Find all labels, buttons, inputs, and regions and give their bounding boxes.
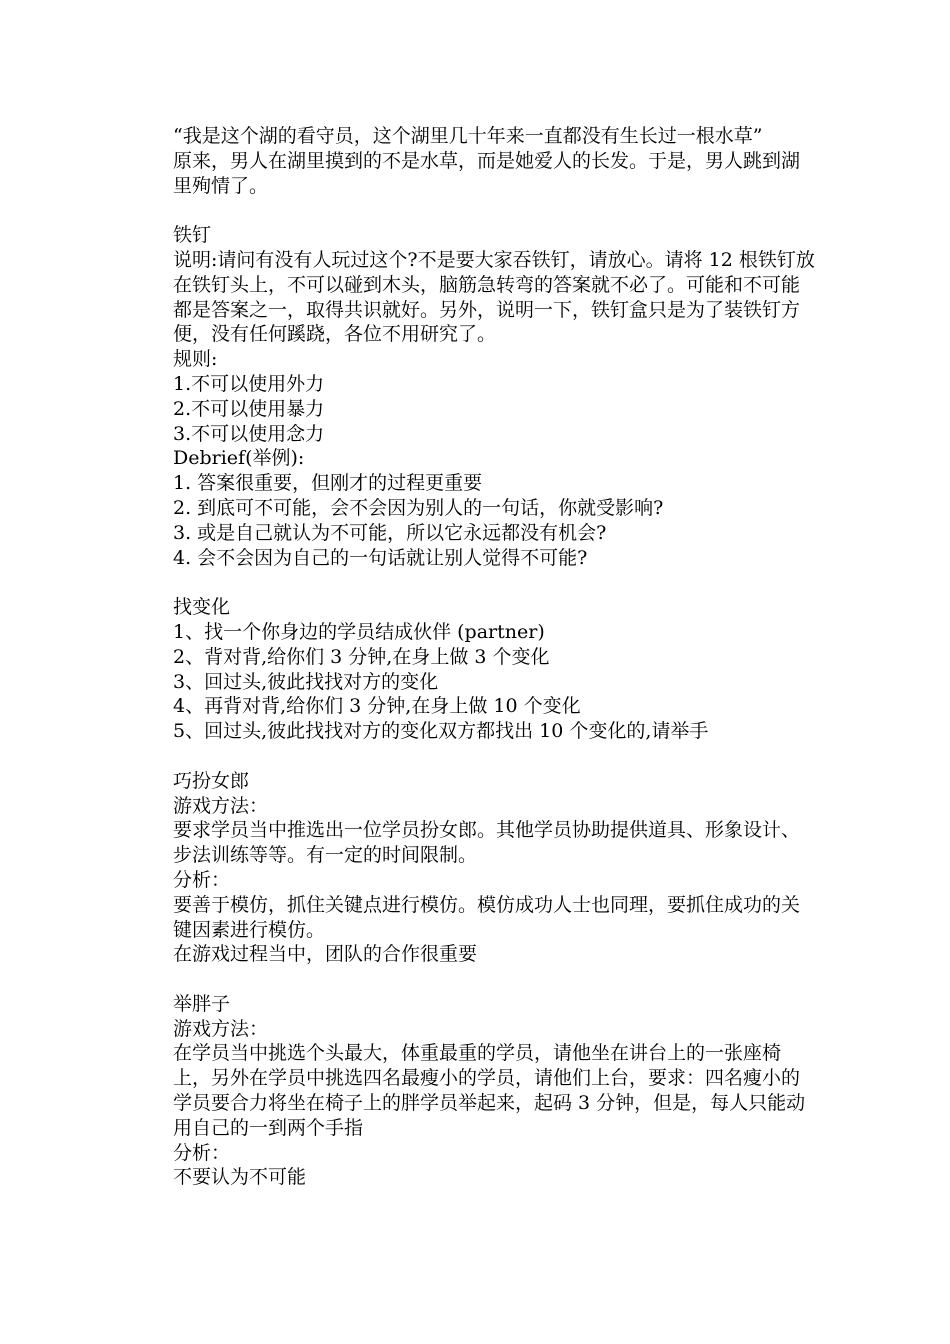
debrief-item: 4. 会不会因为自己的一句话就让别人觉得不可能?: [173, 546, 588, 569]
spacer: [173, 198, 818, 223]
method-heading: 游戏方法：: [173, 794, 269, 817]
step-item: 3、回过头,彼此找找对方的变化: [173, 670, 439, 693]
analysis-paragraph: 在游戏过程当中，团队的合作很重要: [173, 943, 478, 966]
debrief-item: 3. 或是自己就认为不可能，所以它永远都没有机会?: [173, 521, 607, 544]
spacer: [173, 967, 818, 992]
paragraph-instructions: 说明:请问有没有人玩过这个?不是要大家吞铁钉，请放心。请将 12 根铁钉放在铁钉头上，不可以碰到木头，脑筋急转弯的答案就不必了。可能和不可能都是答案之一，取得共识就好。另外，说明一下，铁钉盒只是为了装铁钉方便，没有任何蹊跷，各位不用研究了。: [173, 248, 815, 346]
analysis-heading: 分析：: [173, 868, 231, 891]
rule-item: 3.不可以使用念力: [173, 422, 325, 445]
method-paragraph: 要求学员当中推选出一位学员扮女郎。其他学员协助提供道具、形象设计、步法训练等等。有一定的时间限制。: [173, 819, 801, 867]
rule-item: 1.不可以使用外力: [173, 372, 325, 395]
document-page: [173, 124, 818, 1190]
section-title-dress-up: 巧扮女郎: [173, 769, 250, 792]
debrief-item: 1. 答案很重要，但刚才的过程更重要: [173, 472, 483, 495]
section-title-changes: 找变化: [173, 596, 231, 619]
rule-item: 2.不可以使用暴力: [173, 397, 325, 420]
method-heading: 游戏方法：: [173, 1017, 269, 1040]
section-title-nails: 铁钉: [173, 224, 212, 247]
spacer: [173, 570, 818, 595]
analysis-paragraph: 要善于模仿，抓住关键点进行模仿。模仿成功人士也同理，要抓住成功的关键因素进行模仿。: [173, 893, 801, 941]
method-paragraph: 在学员当中挑选个头最大，体重最重的学员，请他坐在讲台上的一张座椅上，另外在学员中挑选四名最瘦小的学员，请他们上台，要求：四名瘦小的学员要合力将坐在椅子上的胖学员举起来，起码 3 分钟，但是，每人只能动用自己的一到两个手指: [173, 1042, 806, 1139]
debrief-item: 2. 到底可不可能，会不会因为别人的一句话，你就受影响?: [173, 496, 664, 519]
debrief-heading: Debrief(举例):: [173, 447, 305, 470]
step-item: 5、回过头,彼此找找对方的变化双方都找出 10 个变化的,请举手: [173, 720, 709, 743]
section-nails: [173, 223, 818, 570]
section-find-changes: [173, 595, 818, 744]
step-item: 1、找一个你身边的学员结成伙伴 (partner): [173, 620, 545, 643]
spacer: [173, 744, 818, 769]
section-lift: [173, 992, 818, 1190]
step-item: 2、背对背,给你们 3 分钟,在身上做 3 个变化: [173, 645, 550, 668]
analysis-paragraph: 不要认为不可能: [173, 1166, 307, 1189]
paragraph-quote: “我是这个湖的看守员，这个湖里几十年来一直都没有生长过一根水草”: [173, 125, 763, 147]
paragraph-ending: 原来，男人在湖里摸到的不是水草，而是她爱人的长发。于是，男人跳到湖里殉情了。: [173, 149, 801, 197]
section-lake-story: [173, 124, 818, 198]
section-title-lift: 举胖子: [173, 992, 231, 1015]
step-item: 4、再背对背,给你们 3 分钟,在身上做 10 个变化: [173, 695, 581, 718]
rules-heading: 规则:: [173, 348, 218, 371]
analysis-heading: 分析：: [173, 1141, 231, 1164]
section-dress-up: [173, 769, 818, 967]
